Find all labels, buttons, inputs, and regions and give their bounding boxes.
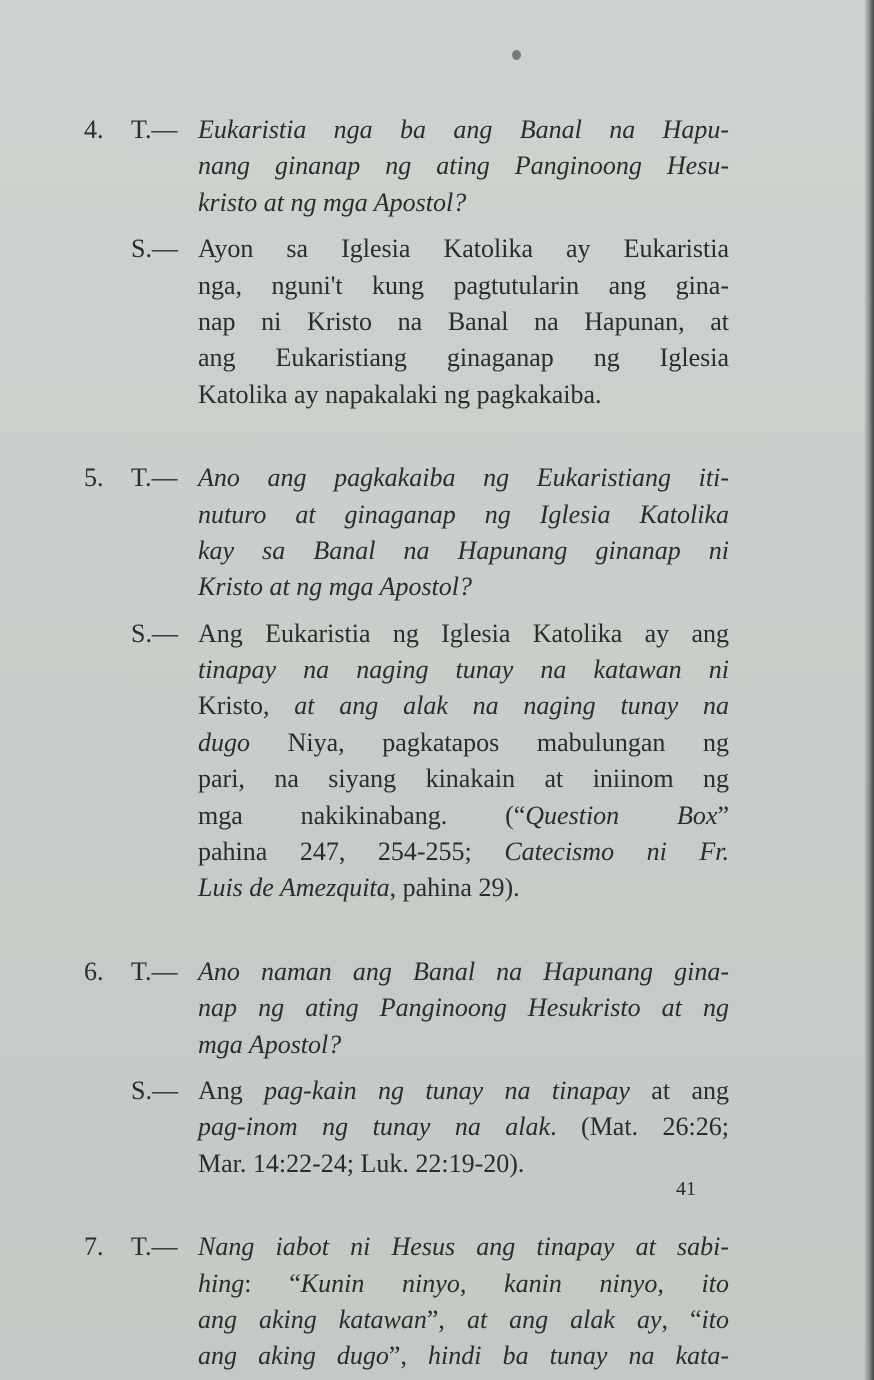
question-line [84,533,729,569]
answer-prefix: S.— [131,618,178,648]
line-text [198,304,729,340]
italic-run: at ang alak ay [466,1304,662,1334]
roman-run: nga, nguni't kung pagtutularin ang gina- [198,270,729,300]
line-text [198,268,729,304]
roman-run: ”, [426,1304,467,1334]
answer-line [84,268,729,304]
line-text [198,1302,729,1338]
qa-entry-5 [84,460,729,907]
line-text [198,990,729,1026]
roman-run: nap ni Kristo na Banal na Hapunan, at [198,306,729,336]
line-text [198,616,729,652]
question-line [84,1027,729,1063]
question-line [84,185,729,221]
italic-run: ang aking dugo [198,1341,389,1371]
line-text [198,1146,729,1182]
answer-prefix: S.— [131,234,178,264]
line-text [198,1027,729,1063]
question-line [84,1338,729,1374]
roman-run: pahina 247, 254-255; [198,837,505,867]
line-text [198,688,729,724]
question-line [84,569,729,605]
line-text [198,761,729,797]
italic-run: Luis de Amezquita [198,873,390,903]
line-text [198,954,729,990]
italic-run: hing [198,1268,245,1298]
question-line [84,990,729,1026]
line-text [198,112,729,148]
question-line [84,1302,729,1338]
answer-line [84,870,729,906]
answer-line [84,616,729,652]
answer-line [84,798,729,834]
line-text [198,497,729,533]
entry-number: 5. [84,463,104,493]
roman-run: , pahina 29). [389,873,520,903]
roman-run: Mar. 14:22-24; Luk. 22:19-20). [198,1148,525,1178]
roman-run: ang Eukaristiang ginaganap ng Iglesia [198,343,729,373]
roman-run: Kristo, [198,691,295,721]
line-text [198,185,729,221]
roman-run: Ang Eukaristia ng Iglesia Katolika ay ang [198,618,729,648]
italic-run: ang aking katawan [198,1304,427,1334]
answer-line [84,652,729,688]
italic-run: ito [701,1304,729,1334]
answer-line [84,304,729,340]
roman-run: mga nakikinabang. (“ [198,800,526,830]
italic-run: dugo [198,727,250,757]
roman-run: Katolika ay napakalaki ng pagkakaiba. [198,379,602,409]
answer-prefix: S.— [131,1075,178,1105]
answer-line [84,688,729,724]
line-text [198,533,729,569]
italic-run: pag-inom ng tunay na alak [198,1112,551,1142]
page-edge-shadow [864,0,874,1380]
line-text [198,460,729,496]
line-text [198,1073,729,1109]
line-text [198,870,729,906]
roman-run: Niya, pagkatapos mabulungan ng [250,727,729,757]
line-text [198,652,729,688]
question-line [84,954,729,990]
roman-run: ” [717,800,730,830]
italic-run: hindi ba tunay na kata- [428,1341,729,1371]
line-text [198,1109,729,1145]
italic-run: nap ng ating Panginoong Hesukristo at ng [198,993,729,1023]
entry-gap [84,1182,729,1229]
question-prefix: T.— [131,1232,178,1262]
roman-run: ”, [388,1341,429,1371]
line-text [198,1229,729,1265]
question-line [84,460,729,496]
question-line [84,497,729,533]
italic-run: mga Apostol? [198,1029,342,1059]
italic-run: nuturo at ginaganap ng Iglesia Katolika [198,499,729,529]
italic-run: Ano ang pagkakaiba ng Eukaristiang iti- [198,463,729,493]
line-text [198,798,729,834]
qa-entry-6 [84,954,729,1182]
answer-line [84,231,729,267]
roman-run: : “ [244,1268,301,1298]
page-number: 41 [676,1178,696,1200]
roman-run: Ayon sa Iglesia Katolika ay Eukaristia [198,234,729,264]
italic-run: tinapay na naging tunay na katawan ni [198,655,729,685]
qa-entry-4 [84,112,729,413]
italic-run: Eukaristia nga ba ang Banal na Hapu- [198,115,729,144]
text-flow [84,112,729,1375]
answer-line [84,1073,729,1109]
paper-speck [512,50,521,60]
answer-line [84,834,729,870]
answer-line [84,761,729,797]
answer-line [84,377,729,413]
question-prefix: T.— [131,956,178,986]
italic-run: Kunin ninyo, kanin ninyo, ito [300,1268,730,1298]
entry-number: 6. [84,956,104,986]
roman-run: Ang [198,1075,265,1105]
line-text [198,725,729,761]
line-text [198,148,729,184]
question-line [84,112,729,148]
line-text [198,231,729,267]
italic-run: at ang alak na naging tunay na [294,691,729,721]
line-text [198,1266,729,1302]
italic-run: Catecismo ni Fr. [504,837,729,867]
line-text [198,569,729,605]
question-line [84,1266,729,1302]
qa-entry-7 [84,1229,729,1375]
italic-run: kay sa Banal na Hapunang ginanap ni [198,535,729,565]
entry-gap [84,413,729,460]
question-prefix: T.— [131,115,178,144]
answer-line [84,725,729,761]
italic-run: kristo at ng mga Apostol? [198,187,467,217]
roman-run: . (Mat. 26:26; [550,1112,729,1142]
roman-run: , “ [661,1304,702,1334]
roman-run: at ang [629,1075,729,1105]
entry-number: 4. [84,115,104,144]
italic-run: Kristo at ng mga Apostol? [198,572,473,602]
answer-line [84,1109,729,1145]
qa-gap [84,606,729,616]
italic-run: nang ginanap ng ating Panginoong Hesu- [198,151,729,181]
italic-run: Question Box [525,800,718,830]
line-text [198,1338,729,1374]
italic-run: Nang iabot ni Hesus ang tinapay at sabi- [198,1232,729,1262]
question-line [84,1229,729,1265]
entry-gap [84,907,729,954]
question-line [84,148,729,184]
entry-number: 7. [84,1232,104,1262]
line-text [198,377,729,413]
line-text [198,834,729,870]
qa-gap [84,1063,729,1073]
italic-run: pag-kain ng tunay na tinapay [264,1075,630,1105]
line-text [198,340,729,376]
italic-run: Ano naman ang Banal na Hapunang gina- [198,956,729,986]
answer-line [84,1146,729,1182]
question-prefix: T.— [131,463,178,493]
roman-run: pari, na siyang kinakain at iniinom ng [198,764,729,794]
qa-gap [84,221,729,231]
answer-line [84,340,729,376]
